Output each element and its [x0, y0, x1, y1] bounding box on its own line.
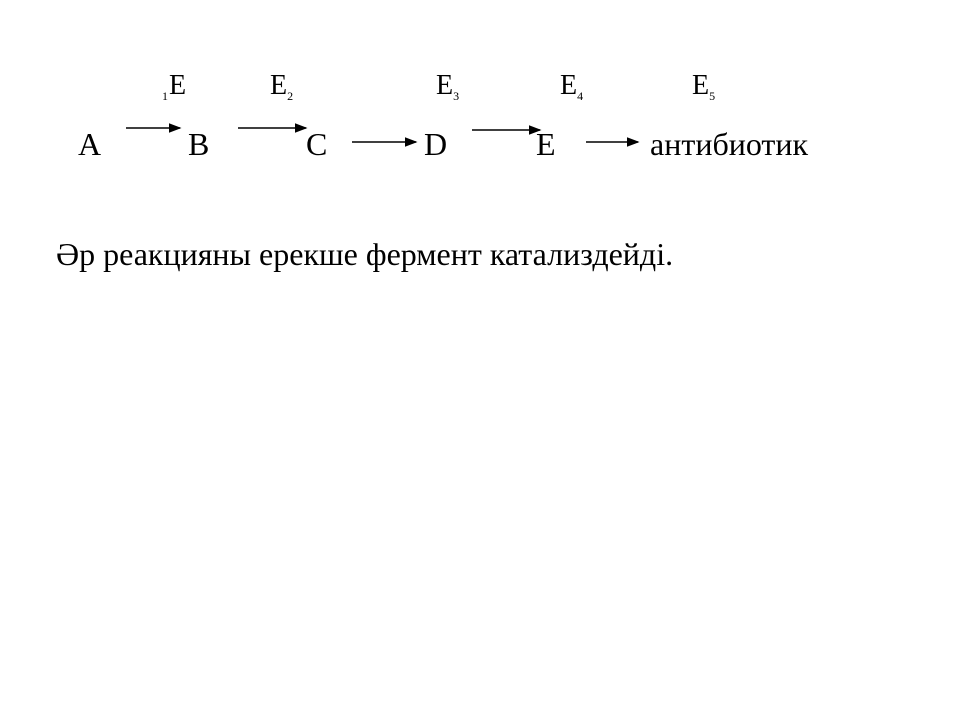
enzyme-label-1: $_1$E	[162, 70, 187, 103]
enzyme-label-3: $E_3$	[436, 70, 460, 103]
enzyme-label-5: $E_5$	[692, 70, 716, 103]
enzyme-label-2: $E_2$	[270, 70, 294, 103]
node-d: D	[424, 126, 448, 162]
node-c: C	[306, 126, 328, 162]
node-e: E	[536, 126, 556, 162]
node-b: B	[188, 126, 210, 162]
description-text: Әр реакцияны ерекше фермент катализдейді.	[56, 236, 674, 272]
enzyme-label-4: $E_4$	[560, 70, 584, 103]
node-antibiotic: антибиотик	[650, 126, 809, 162]
node-a: A	[78, 126, 102, 162]
